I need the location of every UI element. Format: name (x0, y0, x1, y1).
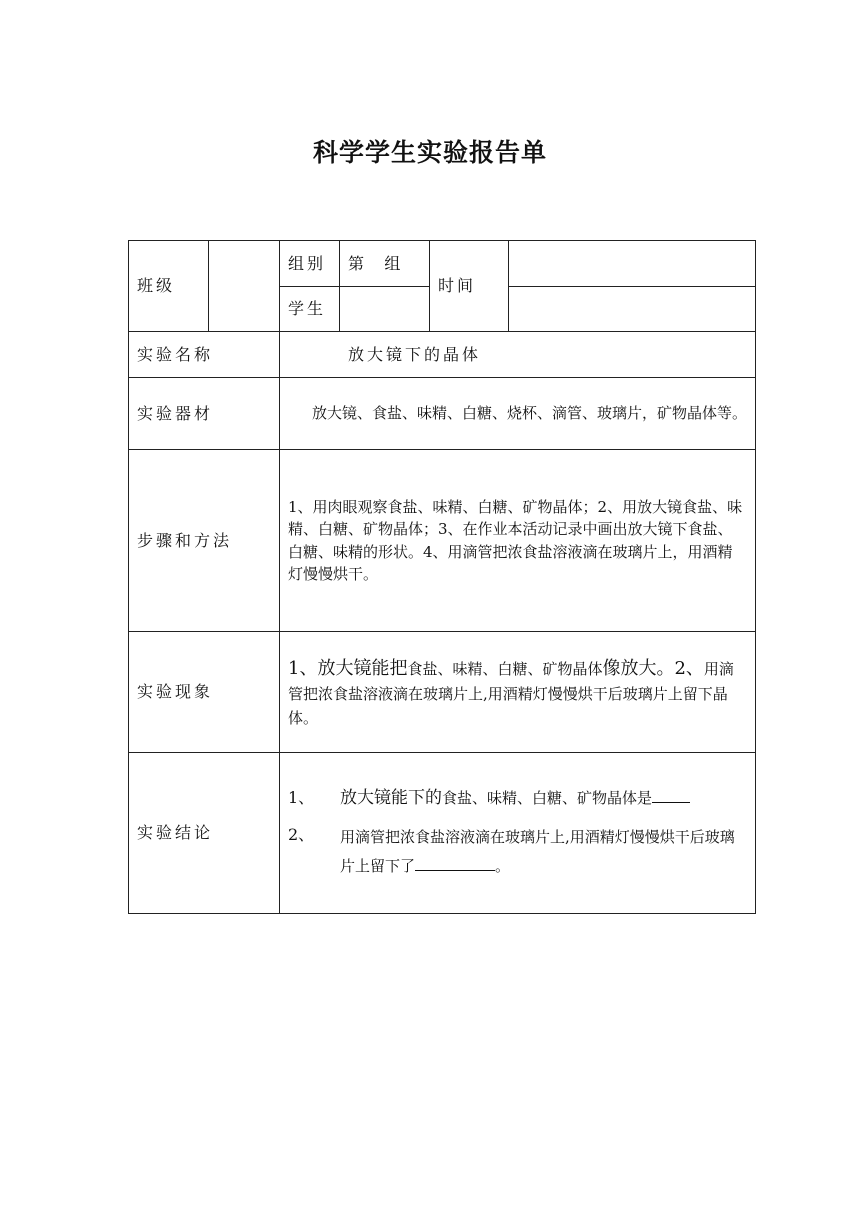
name-label: 实验名称 (129, 332, 280, 378)
conclusion-item-2-number: 2、 (288, 825, 315, 845)
conclusion-item-2 (288, 823, 747, 880)
conclusion-item-1-text (340, 786, 747, 812)
materials-row (129, 378, 756, 450)
page-title: 科学学生实验报告单 (312, 138, 547, 167)
materials-label: 实验器材 (129, 378, 280, 450)
conclusion-item-1-blank[interactable] (652, 788, 690, 803)
steps-value[interactable]: 1、用肉眼观察食盐、味精、白糖、矿物晶体；2、用放大镜食盐、味精、白糖、矿物晶体；3、在作业本活动记录中画出放大镜下食盐、白糖、味精的形状。4、用滴管把浓食盐溶液滴在玻璃片上，用酒精灯慢慢烘干。 (280, 450, 756, 632)
class-label: 班级 (129, 241, 209, 332)
conclusion-item-1-number: 1、 (288, 787, 315, 807)
steps-label: 步骤和方法 (129, 450, 280, 632)
conclusion-item-2-body: 用滴管把浓食盐溶液滴在玻璃片上,用酒精灯慢慢烘干后玻璃片上留下了 (340, 828, 735, 875)
name-row (129, 332, 756, 378)
phenomenon-part3: 像放大。2、 (602, 657, 704, 679)
phenomenon-label: 实验现象 (129, 632, 280, 753)
group-value[interactable]: 第 组 (340, 241, 430, 287)
report-table (128, 240, 756, 914)
materials-value[interactable]: 放大镜、食盐、味精、白糖、烧杯、滴管、玻璃片，矿物晶体等。 (280, 378, 756, 450)
conclusion-item-1-rest: 食盐、味精、白糖、矿物晶体是 (442, 788, 653, 807)
phenomenon-part4: 用滴管把浓食盐溶液滴在玻璃片上,用酒精灯慢慢烘干后玻璃片上留下晶体。 (288, 659, 734, 727)
phenomenon-value[interactable] (280, 632, 756, 753)
class-value[interactable] (209, 241, 280, 332)
time-label: 时间 (430, 241, 509, 332)
phenomenon-part1: 1、放大镜能把 (288, 657, 408, 679)
time-value-2[interactable] (509, 287, 756, 332)
student-label: 学生 (280, 287, 340, 332)
conclusion-item-1-lead: 放大镜能下的 (340, 787, 442, 808)
conclusion-value[interactable] (280, 753, 756, 914)
time-value-1[interactable] (509, 241, 756, 287)
student-value[interactable] (340, 287, 430, 332)
conclusion-row (129, 753, 756, 914)
steps-row (129, 450, 756, 632)
conclusion-item-1 (288, 786, 747, 812)
phenomenon-part2: 食盐、味精、白糖、矿物晶体 (407, 659, 603, 678)
name-value[interactable]: 放大镜下的晶体 (280, 332, 756, 378)
conclusion-label: 实验结论 (129, 753, 280, 914)
conclusion-item-2-end: 。 (495, 856, 511, 875)
phenomenon-row (129, 632, 756, 753)
conclusion-item-2-text (340, 823, 747, 880)
header-row-1 (129, 241, 756, 287)
conclusion-item-2-blank[interactable] (415, 856, 495, 871)
group-label: 组别 (280, 241, 340, 287)
